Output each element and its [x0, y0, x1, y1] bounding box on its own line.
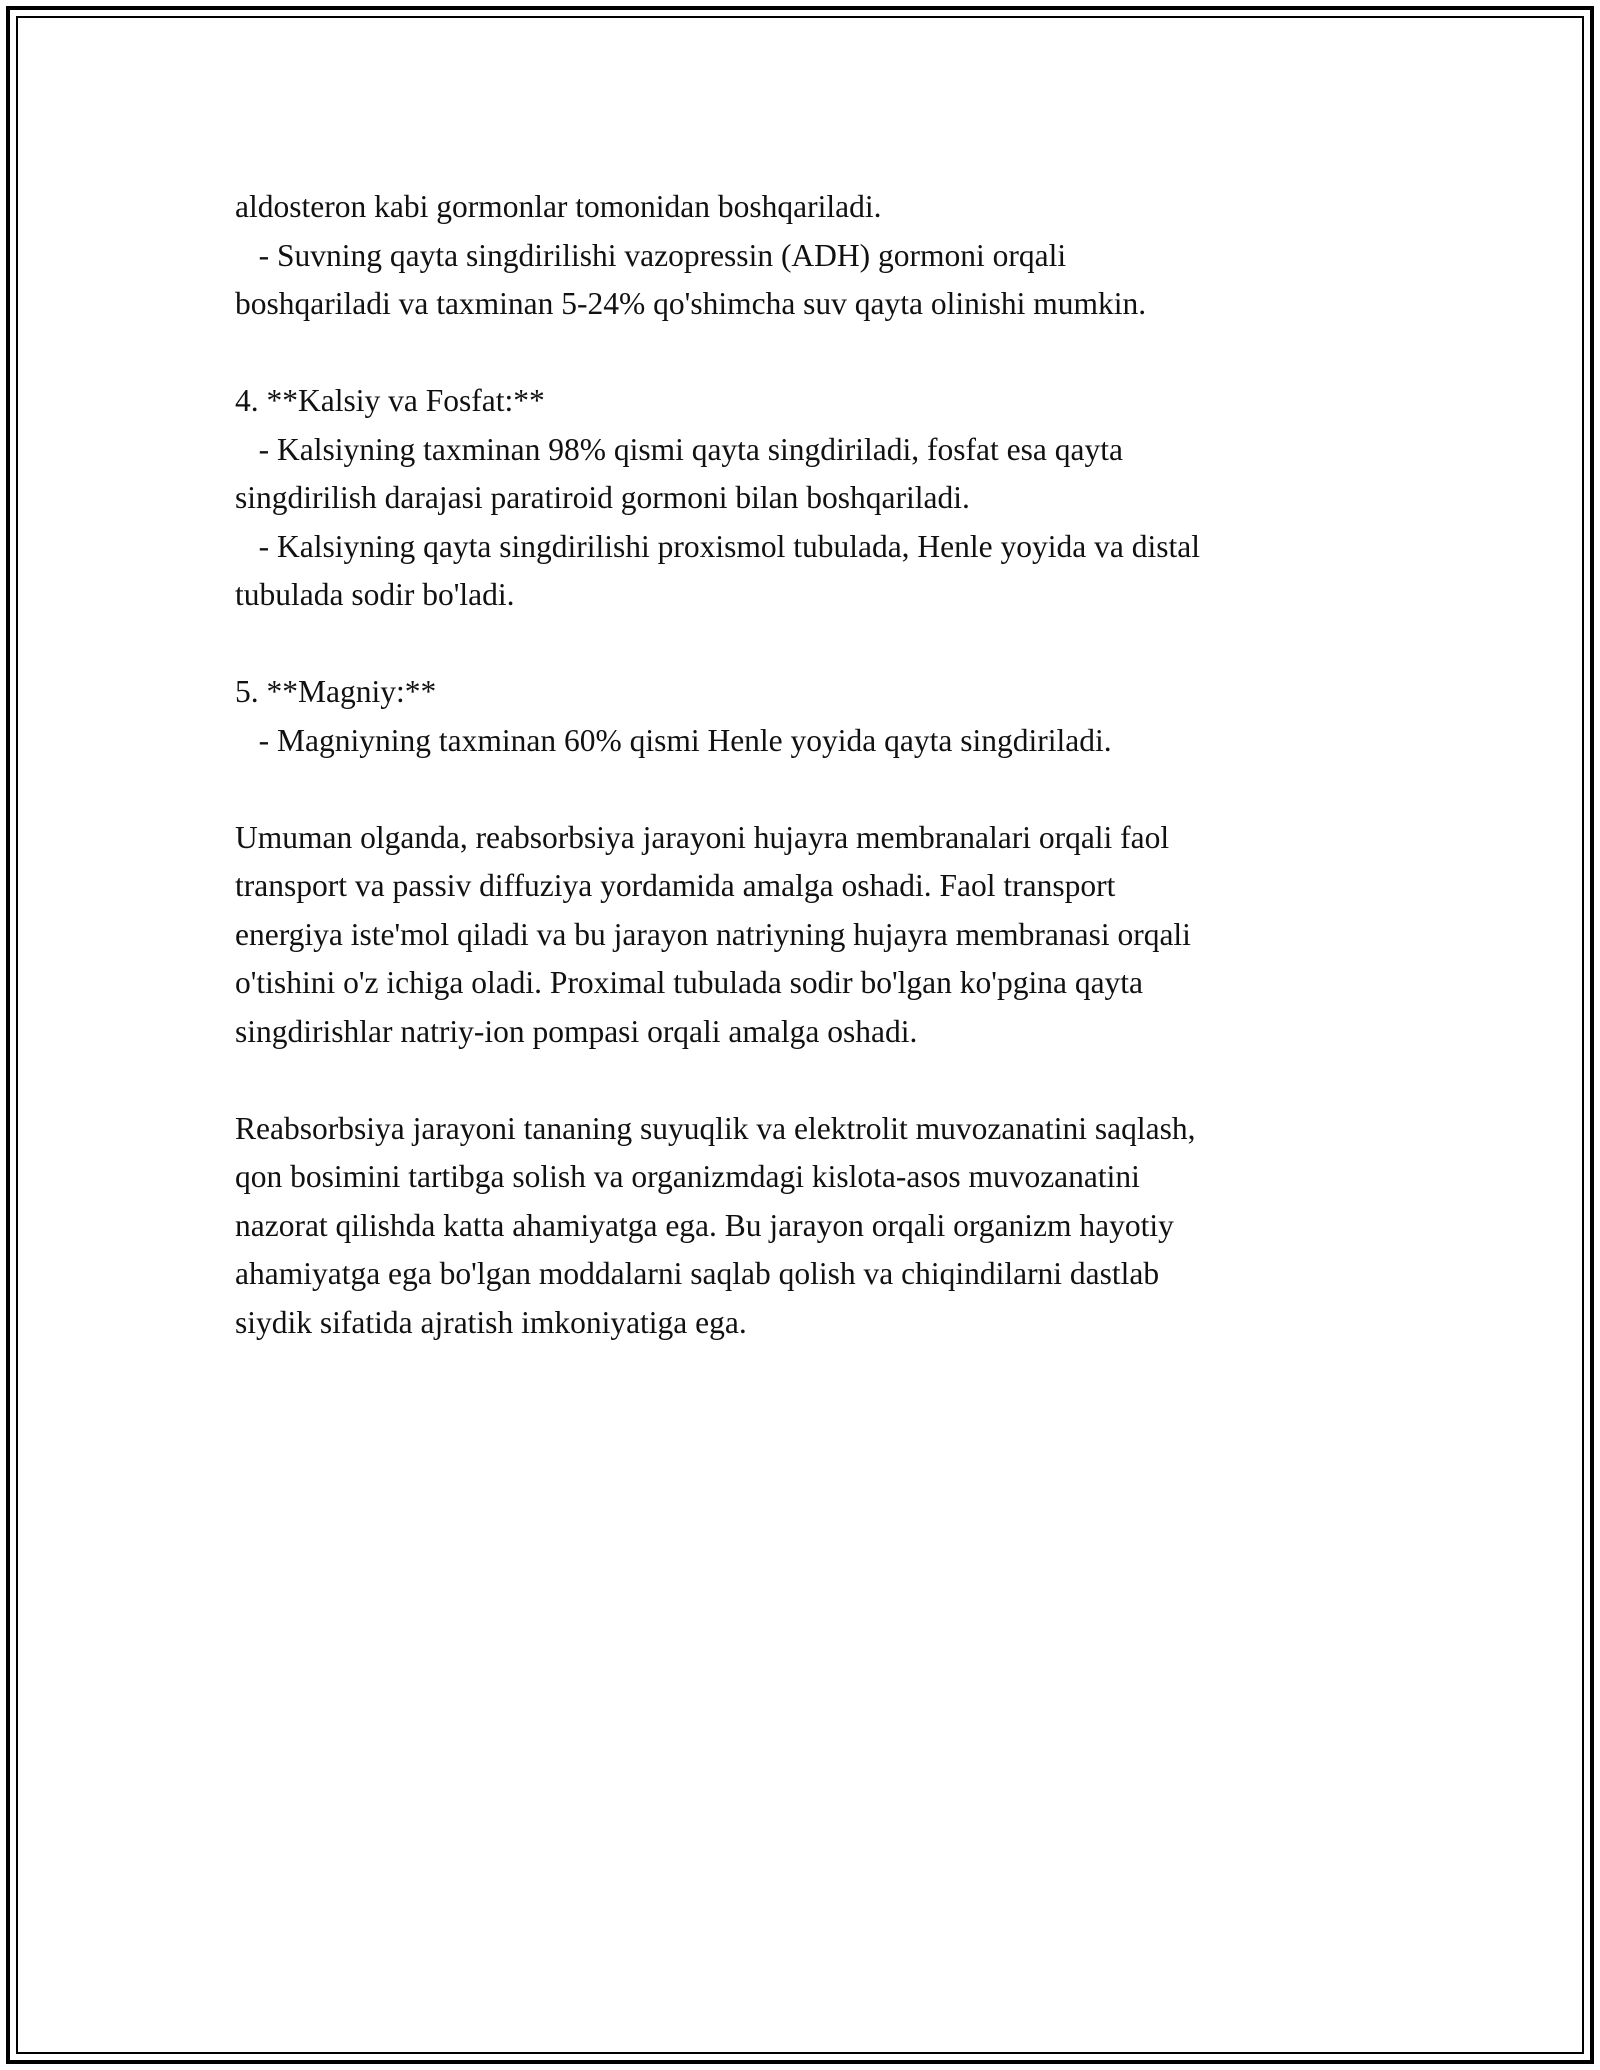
paragraph-conclusion — [235, 1105, 1375, 1348]
text-line: singdirilish darajasi paratiroid gormoni bilan boshqariladi. — [235, 480, 970, 515]
text-line: - Magniyning taxminan 60% qismi Henle yoyida qayta singdiriladi. — [235, 722, 1112, 758]
text-line: energiya iste'mol qiladi va bu jarayon natriyning hujayra membranasi orqali — [235, 916, 1191, 952]
text-line: ahamiyatga ega bo'lgan moddalarni saqlab qolish va chiqindilarni dastlab — [235, 1256, 1160, 1291]
text-line: qon bosimini tartibga solish va organizmdagi kislota-asos muvozanatini — [235, 1159, 1140, 1194]
text-line: Umuman olganda, reabsorbsiya jarayoni hujayra membranalari orqali faol — [235, 819, 1170, 855]
text-line: nazorat qilishda katta ahamiyatga ega. Bu jarayon orqali organizm hayotiy — [235, 1207, 1174, 1243]
paragraph-gap — [235, 1056, 1375, 1105]
text-line: - Kalsiyning taxminan 98% qismi qayta singdiriladi, fosfat esa qayta — [235, 431, 1123, 467]
document-body — [235, 183, 1375, 1347]
paragraph-gap — [235, 329, 1375, 378]
text-line: aldosteron kabi gormonlar tomonidan boshqariladi. — [235, 189, 882, 224]
section-calcium-phosphate — [235, 377, 1375, 620]
text-line: Reabsorbsiya jarayoni tananing suyuqlik va elektrolit muvozanatini saqlash, — [235, 1110, 1196, 1146]
paragraph-summary — [235, 814, 1375, 1057]
paragraph-continuation — [235, 183, 1375, 329]
paragraph-gap — [235, 620, 1375, 669]
text-line: - Suvning qayta singdirilishi vazopressin (ADH) gormoni orqali — [235, 237, 1067, 273]
paragraph-gap — [235, 765, 1375, 814]
text-line: singdirishlar natriy-ion pompasi orqali amalga oshadi. — [235, 1013, 918, 1049]
text-line: transport va passiv diffuziya yordamida amalga oshadi. Faol transport — [235, 868, 1116, 903]
text-line: siydik sifatida ajratish imkoniyatiga ega. — [235, 1304, 747, 1340]
text-line: boshqariladi va taxminan 5-24% qo'shimcha suv qayta olinishi mumkin. — [235, 286, 1147, 321]
text-line: o'tishini o'z ichiga oladi. Proximal tubulada sodir bo'lgan ko'pgina qayta — [235, 965, 1144, 1000]
section-heading: 4. **Kalsiy va Fosfat:** — [235, 383, 545, 418]
section-magnesium — [235, 668, 1375, 765]
section-heading: 5. **Magniy:** — [235, 674, 437, 709]
text-line: - Kalsiyning qayta singdirilishi proxismol tubulada, Henle yoyida va distal — [235, 528, 1200, 564]
text-line: tubulada sodir bo'ladi. — [235, 577, 515, 612]
